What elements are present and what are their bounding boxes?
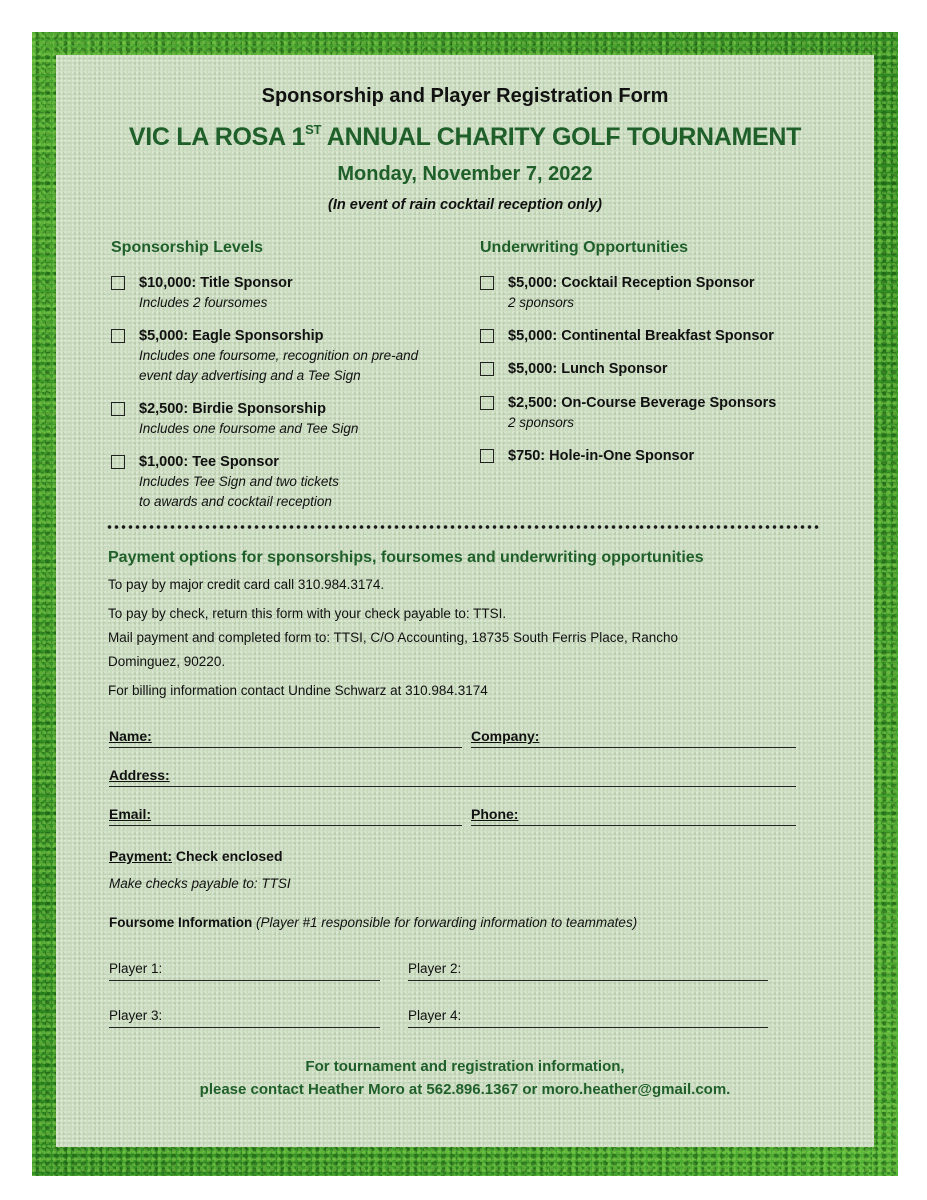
checkbox[interactable] bbox=[480, 362, 494, 376]
email-label: Email: bbox=[109, 806, 152, 822]
sponsor-option-title[interactable] bbox=[111, 274, 451, 313]
event-title bbox=[56, 123, 874, 152]
option-title: $5,000: Eagle Sponsorship bbox=[139, 328, 324, 344]
address-field[interactable] bbox=[109, 767, 796, 787]
option-title: $5,000: Lunch Sponsor bbox=[508, 361, 668, 377]
foursome-info bbox=[109, 915, 637, 930]
dotted-divider bbox=[106, 524, 821, 530]
payment-line: Dominguez, 90220. bbox=[108, 654, 226, 669]
player-2-field[interactable] bbox=[408, 961, 768, 981]
option-desc: Includes Tee Sign and two tickets bbox=[139, 474, 339, 489]
payment-value: Check enclosed bbox=[172, 848, 283, 864]
checks-note: Make checks payable to: TTSI bbox=[109, 876, 291, 891]
option-desc: event day advertising and a Tee Sign bbox=[139, 368, 361, 383]
phone-field[interactable] bbox=[471, 806, 796, 826]
option-desc: Includes one foursome, recognition on pre-and bbox=[139, 348, 419, 363]
option-title: $5,000: Continental Breakfast Sponsor bbox=[508, 328, 774, 344]
checkbox[interactable] bbox=[480, 329, 494, 343]
payment-line: To pay by check, return this form with your check payable to: TTSI. bbox=[108, 606, 507, 621]
player-2-label: Player 2: bbox=[408, 961, 462, 976]
underwriting-option-cocktail[interactable] bbox=[480, 274, 820, 313]
payment-method bbox=[109, 848, 283, 864]
option-desc: Includes 2 foursomes bbox=[139, 295, 268, 310]
footer-line-1: For tournament and registration information, bbox=[305, 1058, 625, 1075]
checkbox[interactable] bbox=[111, 276, 125, 290]
option-desc: to awards and cocktail reception bbox=[139, 494, 332, 509]
player-4-label: Player 4: bbox=[408, 1008, 462, 1023]
payment-label: Payment: bbox=[109, 848, 173, 864]
name-field[interactable] bbox=[109, 728, 462, 748]
footer-line-2: please contact Heather Moro at 562.896.1367 or moro.heather@gmail.com. bbox=[199, 1081, 731, 1098]
checkbox[interactable] bbox=[480, 449, 494, 463]
form-paper bbox=[56, 55, 874, 1147]
option-desc: Includes one foursome and Tee Sign bbox=[139, 421, 359, 436]
option-title: $1,000: Tee Sponsor bbox=[139, 454, 279, 470]
payment-line: Mail payment and completed form to: TTSI, C/O Accounting, 18735 South Ferris Place, Rancho bbox=[108, 630, 679, 645]
option-desc: 2 sponsors bbox=[508, 295, 575, 310]
email-field[interactable] bbox=[109, 806, 462, 826]
checkbox[interactable] bbox=[111, 402, 125, 416]
underwriting-option-beverage[interactable] bbox=[480, 394, 820, 433]
checkbox[interactable] bbox=[111, 455, 125, 469]
player-1-label: Player 1: bbox=[109, 961, 163, 976]
foursome-label: Foursome Information bbox=[109, 915, 253, 930]
underwriting-heading: Underwriting Opportunities bbox=[480, 239, 688, 256]
sponsorship-heading: Sponsorship Levels bbox=[111, 239, 264, 256]
option-title: $10,000: Title Sponsor bbox=[139, 275, 293, 291]
player-3-field[interactable] bbox=[109, 1008, 380, 1028]
option-title: $2,500: On-Course Beverage Sponsors bbox=[508, 395, 777, 411]
payment-line: To pay by major credit card call 310.984.3174. bbox=[108, 577, 385, 592]
phone-label: Phone: bbox=[471, 806, 519, 822]
underwriting-option-hole-in-one[interactable] bbox=[480, 447, 820, 466]
form-title: Sponsorship and Player Registration Form bbox=[261, 85, 669, 107]
address-label: Address: bbox=[109, 767, 170, 783]
sponsor-option-tee[interactable] bbox=[111, 453, 451, 512]
payment-line: For billing information contact Undine Schwarz at 310.984.3174 bbox=[108, 683, 488, 698]
checkbox[interactable] bbox=[480, 276, 494, 290]
player-4-field[interactable] bbox=[408, 1008, 768, 1028]
company-field[interactable] bbox=[471, 728, 796, 748]
option-title: $2,500: Birdie Sponsorship bbox=[139, 401, 326, 417]
sponsor-option-eagle[interactable] bbox=[111, 327, 451, 386]
company-label: Company: bbox=[471, 728, 540, 744]
option-title: $750: Hole-in-One Sponsor bbox=[508, 448, 695, 464]
option-desc: 2 sponsors bbox=[508, 415, 575, 430]
player-1-field[interactable] bbox=[109, 961, 380, 981]
checkbox[interactable] bbox=[111, 329, 125, 343]
underwriting-option-lunch[interactable] bbox=[480, 360, 820, 379]
sponsor-option-birdie[interactable] bbox=[111, 400, 451, 439]
option-title: $5,000: Cocktail Reception Sponsor bbox=[508, 275, 755, 291]
event-title-pre: VIC LA ROSA 1 bbox=[128, 123, 306, 151]
event-title-post: ANNUAL CHARITY GOLF TOURNAMENT bbox=[321, 123, 802, 151]
event-title-sup: ST bbox=[305, 122, 322, 137]
player-3-label: Player 3: bbox=[109, 1008, 163, 1023]
event-date: Monday, November 7, 2022 bbox=[337, 163, 593, 185]
payment-heading: Payment options for sponsorships, foursomes and underwriting opportunities bbox=[108, 549, 704, 566]
foursome-note: (Player #1 responsible for forwarding information to teammates) bbox=[252, 915, 638, 930]
rain-note: (In event of rain cocktail reception only) bbox=[328, 197, 602, 213]
underwriting-option-breakfast[interactable] bbox=[480, 327, 820, 346]
checkbox[interactable] bbox=[480, 396, 494, 410]
name-label: Name: bbox=[109, 728, 152, 744]
